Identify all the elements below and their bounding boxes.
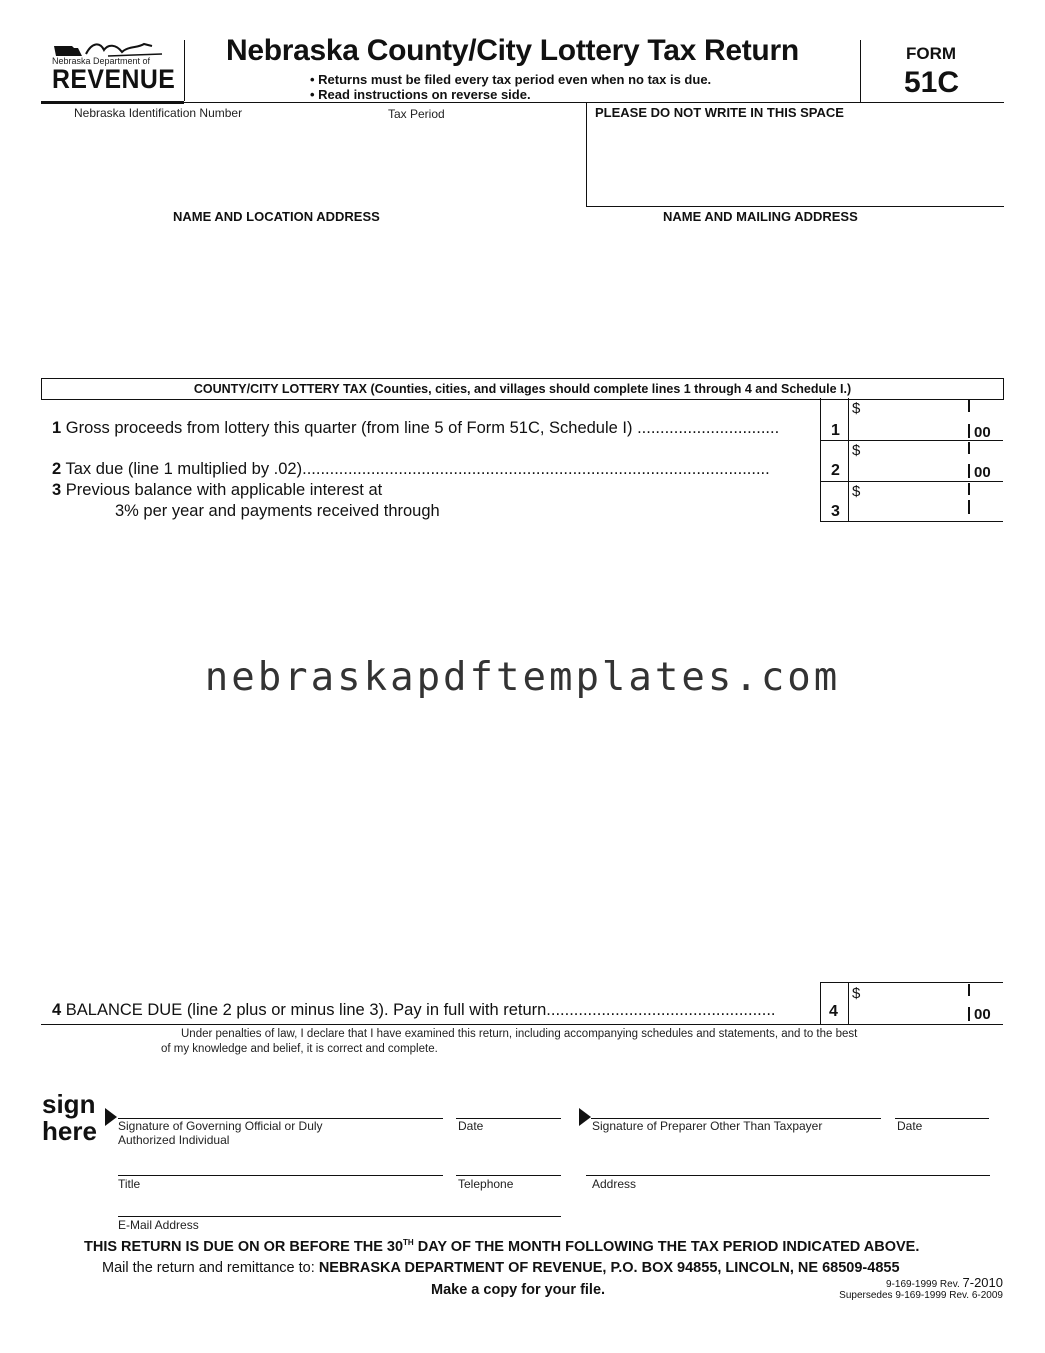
date-2-label: Date (897, 1119, 923, 1133)
name-mailing-label: NAME AND MAILING ADDRESS (663, 209, 858, 224)
form-label: FORM (906, 44, 957, 63)
instruction-bullet-1: • Returns must be filed every tax period even when no tax is due. (310, 72, 712, 87)
line-3-text-continued: 3% per year and payments received through (115, 502, 440, 520)
line-1-text: Gross proceeds from lottery this quarter (from line 5 of Form 51C, Schedule I) ............................... (65, 419, 780, 437)
mail-instructions (102, 1260, 900, 1276)
line-2-cents: 00 (974, 464, 991, 481)
line-4-dollar-sign: $ (852, 985, 861, 1002)
amount-grid-left (820, 398, 821, 522)
supersedes-notice: Supersedes 9-169-1999 Rev. 6-2009 (839, 1290, 1003, 1301)
header-divider-left (184, 40, 185, 101)
header-divider-right (860, 40, 861, 102)
line-1 (52, 419, 779, 438)
logo-department-text: Nebraska Department of (52, 56, 151, 66)
line-1-amount-input[interactable] (860, 404, 965, 436)
address-label: Address (592, 1177, 637, 1191)
line-4-bottom-rule (41, 1024, 1003, 1025)
line-4-text: BALANCE DUE (line 2 plus or minus line 3). Pay in full with return.................................................. (65, 1001, 776, 1019)
line-4-cents: 00 (974, 1006, 991, 1023)
line-3-cents-tick (968, 483, 970, 495)
email-label: E-Mail Address (118, 1218, 199, 1232)
tax-period-label: Tax Period (388, 107, 445, 121)
telephone-label: Telephone (458, 1177, 514, 1191)
line-3-text: Previous balance with applicable interest at (65, 481, 383, 499)
line-4-amount-input[interactable] (860, 988, 965, 1020)
line-2-box-number: 2 (831, 462, 840, 479)
sign-label: sign (42, 1089, 96, 1119)
line-4-box-number: 4 (829, 1003, 838, 1020)
line-4-cents-tick-2 (968, 1007, 970, 1021)
line-3 (52, 481, 382, 500)
line-1-number: 1 (52, 419, 62, 437)
instruction-bullet-2: • Read instructions on reverse side. (310, 87, 531, 102)
sign-arrow-icon (105, 1108, 117, 1126)
logo-underline (41, 101, 184, 104)
telephone-line[interactable] (456, 1175, 561, 1176)
line-4-grid-left (820, 982, 821, 1024)
email-line[interactable] (118, 1216, 561, 1217)
line-3-amount-input[interactable] (860, 486, 965, 518)
line-4-grid-mid (848, 982, 849, 1024)
line-3-box-number: 3 (831, 503, 840, 520)
line-2-dollar-sign: $ (852, 442, 861, 459)
line-2-cents-tick (968, 442, 970, 454)
official-signature-label-2: Authorized Individual (118, 1133, 230, 1147)
line-2-number: 2 (52, 460, 62, 478)
declaration-line-2: of my knowledge and belief, it is correct and complete. (161, 1043, 438, 1055)
preparer-arrow-icon (579, 1108, 591, 1126)
amount-row-2-bottom (820, 481, 1003, 482)
line-4-cents-tick (968, 984, 970, 996)
amount-grid-mid (848, 398, 849, 522)
line-2-text: Tax due (line 1 multiplied by .02)...................................................................................................... (65, 460, 770, 478)
mail-address: NEBRASKA DEPARTMENT OF REVENUE, P.O. BOX 94855, LINCOLN, NE 68509-4855 (318, 1260, 900, 1276)
address-line[interactable] (586, 1175, 990, 1176)
due-date-text: THIS RETURN IS DUE ON OR BEFORE THE 30 (84, 1238, 404, 1255)
line-1-box-number: 1 (831, 422, 840, 439)
declaration-line-1: Under penalties of law, I declare that I have examined this return, including accompanying schedules and statements, and to the best (181, 1028, 858, 1040)
revision-code-text: 9-169-1999 Rev. (885, 1279, 963, 1290)
title-label: Title (118, 1177, 141, 1191)
due-date-text-rest: DAY OF THE MONTH FOLLOWING THE TAX PERIOD INDICATED ABOVE. (413, 1238, 920, 1255)
form-title: Nebraska County/City Lottery Tax Return (226, 34, 799, 67)
line-4-grid-top (820, 982, 1003, 983)
logo-revenue-text: REVENUE (52, 64, 176, 94)
official-signature-label: Signature of Governing Official or Duly (118, 1119, 323, 1133)
line-1-dollar-sign: $ (852, 400, 861, 417)
here-label: here (42, 1116, 97, 1146)
due-date-notice (84, 1238, 919, 1255)
line-1-cents-tick-2 (968, 424, 970, 438)
mail-prefix: Mail the return and remittance to: (102, 1260, 319, 1276)
do-not-write-label: PLEASE DO NOT WRITE IN THIS SPACE (595, 105, 844, 120)
watermark: nebraskapdftemplates.com (204, 655, 841, 700)
revision-date: 7-2010 (962, 1275, 1003, 1290)
copy-notice: Make a copy for your file. (431, 1282, 606, 1298)
name-location-label: NAME AND LOCATION ADDRESS (173, 209, 380, 224)
line-4-number: 4 (52, 1001, 62, 1019)
section-heading: COUNTY/CITY LOTTERY TAX (Counties, cities, and villages should complete lines 1 through 4 and Schedule I.) (41, 378, 1004, 400)
line-4 (52, 1001, 776, 1020)
form-number: 51C (904, 66, 960, 99)
line-2-amount-input[interactable] (860, 446, 965, 478)
due-date-superscript: TH (403, 1238, 414, 1247)
amount-row-3-bottom (820, 521, 1003, 522)
line-1-cents: 00 (974, 424, 991, 441)
preparer-signature-label: Signature of Preparer Other Than Taxpayer (592, 1119, 823, 1133)
id-number-label: Nebraska Identification Number (74, 106, 243, 120)
date-1-label: Date (458, 1119, 484, 1133)
title-line[interactable] (118, 1175, 443, 1176)
revision-code (886, 1275, 1003, 1290)
line-3-number: 3 (52, 481, 62, 499)
line-3-dollar-sign: $ (852, 483, 861, 500)
line-3-cents-tick-2 (968, 500, 970, 514)
line-2-cents-tick-2 (968, 464, 970, 478)
line-1-cents-tick (968, 400, 970, 412)
line-2 (52, 460, 770, 479)
